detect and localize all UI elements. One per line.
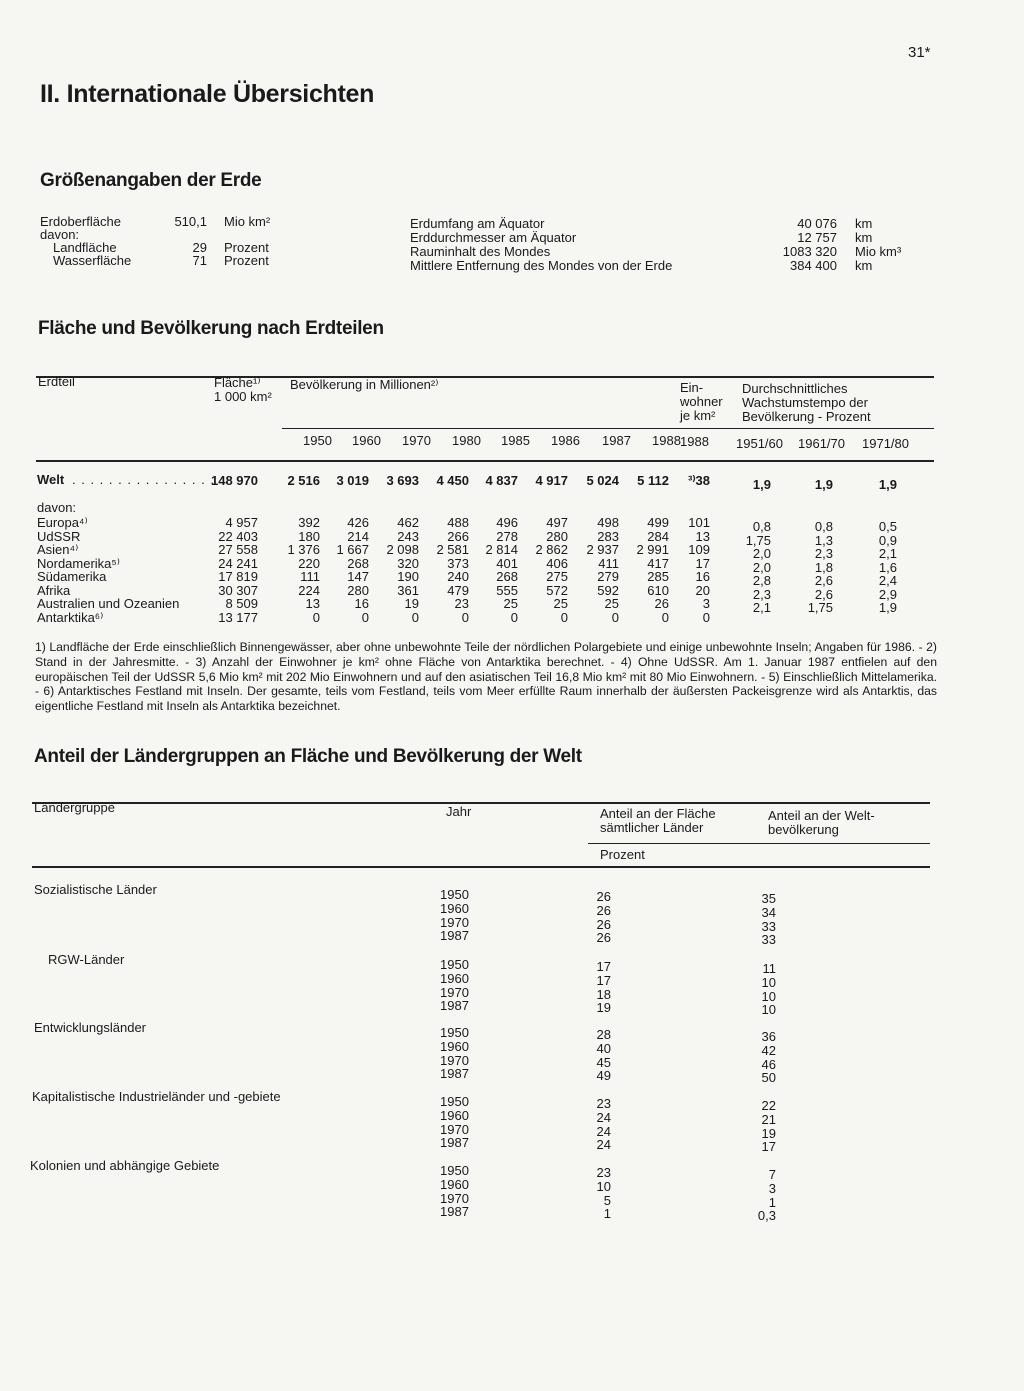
group-pop: 42 xyxy=(761,1042,776,1058)
earth-right-label: Erddurchmesser am Äquator xyxy=(410,230,577,245)
row-area: 27 558 xyxy=(218,542,258,557)
earth-left-label: Erdoberfläche xyxy=(40,214,121,229)
row-growth: 2,1 xyxy=(752,600,771,615)
row-pop: 25 xyxy=(604,596,619,611)
row-name: Antarktika⁶⁾ xyxy=(37,609,104,625)
row-area: 30 307 xyxy=(218,582,258,598)
group-pop: 36 xyxy=(761,1029,776,1044)
row-area: 4 957 xyxy=(225,515,258,530)
group-name: RGW-Länder xyxy=(48,952,125,967)
row-pop: 2 862 xyxy=(535,542,568,557)
row-pop: 2 991 xyxy=(636,542,669,557)
group-area: 17 xyxy=(596,972,611,988)
row-pop: 284 xyxy=(647,528,669,544)
row-growth: 2,6 xyxy=(814,573,833,588)
group-area: 26 xyxy=(596,902,611,918)
row-pop: 1 667 xyxy=(336,542,369,557)
group-pop: 35 xyxy=(761,891,776,906)
footnote: 1) Landfläche der Erde einschließlich Binnengewässer, aber ohne unbewohnte Teile der nördlichen Polargebiete und einige unbewohnte Inseln; Angaben für 1986. - 2) Stand in der Jahresmitte. - 3) Anzahl der Einwohner je km² ohne Fläche von Antarktika berechnet. - 4) Ohne UdSSR. Am 1. Januar 1987 entfielen auf den europäischen Teil der UdSSR 5,6 Mio km² mit 202 Mio Einwohnern und auf den asiatischen Teil 16,8 Mio km² mit 80 Mio Einwohnern. - 5) Einschließlich Mittelamerika. - 6) Antarktisches Festland mit Inseln. Der gesamte, teils vom Festland, teils vom Meer erfüllte Raum innerhalb der äußersten Packeisgrenze wird als Antarktis, das eigentliche Festland mit Inseln als Antarktika bezeichnet. xyxy=(35,640,937,714)
earth-right-unit: km xyxy=(855,216,873,231)
row-pop: 497 xyxy=(546,515,568,530)
group-pop: 10 xyxy=(761,988,776,1004)
group-area: 26 xyxy=(596,930,611,946)
header-flaeche-unit: 1 000 km² xyxy=(214,389,272,404)
header-bevoelkerung: Bevölkerung in Millionen²⁾ xyxy=(290,377,439,392)
row-growth: 0,8 xyxy=(814,519,833,534)
row-density: ³⁾38 xyxy=(688,473,710,488)
group-year: 1970 xyxy=(440,914,469,930)
row-pop: 401 xyxy=(496,555,518,571)
group-year: 1950 xyxy=(440,1025,469,1040)
earth-section-title: Größenangaben der Erde xyxy=(40,170,262,191)
period-header: 1971/80 xyxy=(862,436,909,451)
row-growth: 2,6 xyxy=(814,586,833,602)
group-pop: 3 xyxy=(768,1180,776,1196)
row-density: 17 xyxy=(695,555,710,571)
row-density: 16 xyxy=(695,569,710,584)
header-mid-rule xyxy=(282,428,934,429)
table-top-rule xyxy=(36,376,934,378)
row-density: 20 xyxy=(695,582,710,598)
period-header: 1961/70 xyxy=(798,436,845,451)
row-pop: 25 xyxy=(553,596,568,611)
row-pop: 426 xyxy=(347,515,369,530)
row-pop: 0 xyxy=(661,609,669,625)
row-area: 24 241 xyxy=(218,555,258,571)
group-year: 1970 xyxy=(440,984,469,1000)
row-pop: 411 xyxy=(598,555,619,571)
earth-left-unit: Mio km² xyxy=(224,214,271,229)
row-density: 3 xyxy=(702,596,710,611)
earth-left-unit: Prozent xyxy=(224,253,269,268)
group-pop: 33 xyxy=(761,918,776,934)
header-einwohner-2: wohner xyxy=(680,394,723,409)
row-density: 101 xyxy=(688,515,710,530)
header-einwohner-3: je km² xyxy=(680,408,716,423)
header-wachstum-3: Bevölkerung - Prozent xyxy=(742,409,871,424)
row-name: Südamerika xyxy=(37,569,107,584)
group-year: 1987 xyxy=(440,928,469,944)
group-year: 1960 xyxy=(440,1176,469,1192)
group-area: 45 xyxy=(596,1054,611,1070)
group-year: 1960 xyxy=(440,900,469,916)
header-erdteil: Erdteil xyxy=(38,374,75,389)
row-pop: 240 xyxy=(447,569,469,584)
earth-right-label: Erdumfang am Äquator xyxy=(410,216,545,231)
row-pop: 5 024 xyxy=(586,473,619,488)
group-area: 26 xyxy=(596,889,611,904)
row-pop: 279 xyxy=(597,569,619,584)
group-area: 23 xyxy=(596,1096,611,1111)
row-growth: 1,9 xyxy=(814,477,833,492)
row-name: Afrika xyxy=(37,582,71,598)
row-pop: 275 xyxy=(546,569,568,584)
row-growth: 1,3 xyxy=(814,532,833,548)
row-pop: 0 xyxy=(461,609,469,625)
groups-top-rule xyxy=(32,802,930,804)
row-growth: 2,8 xyxy=(752,573,771,588)
groups-header-year: Jahr xyxy=(446,804,472,819)
group-pop: 33 xyxy=(761,932,776,948)
group-year: 1950 xyxy=(440,1163,469,1178)
earth-right-value: 40 076 xyxy=(797,216,837,231)
group-year: 1987 xyxy=(440,998,469,1014)
group-area: 19 xyxy=(596,1000,611,1016)
earth-left-value: 29 xyxy=(192,240,207,255)
group-pop: 7 xyxy=(768,1167,776,1182)
group-pop: 50 xyxy=(761,1070,776,1086)
group-area: 26 xyxy=(596,916,611,932)
group-pop: 34 xyxy=(761,904,776,920)
groups-unit-rule xyxy=(588,843,930,844)
group-pop: 1 xyxy=(768,1194,776,1210)
group-pop: 17 xyxy=(761,1139,776,1155)
row-pop: 610 xyxy=(647,582,669,598)
row-pop: 180 xyxy=(298,528,320,544)
row-growth: 1,75 xyxy=(807,600,833,615)
year-header: 1985 xyxy=(501,433,530,448)
groups-header-bottom-rule xyxy=(32,866,930,868)
row-pop: 572 xyxy=(546,582,568,598)
row-name: Asien⁴⁾ xyxy=(37,542,79,557)
row-area: 8 509 xyxy=(225,596,258,611)
header-einwohner-1: Ein- xyxy=(680,380,704,395)
year-header: 1960 xyxy=(352,433,381,448)
row-pop: 190 xyxy=(397,569,419,584)
group-name: Kapitalistische Industrieländer und -gebiete xyxy=(32,1089,281,1104)
row-pop: 1 376 xyxy=(287,542,320,557)
groups-header-pop-1: Anteil an der Welt- xyxy=(768,808,875,823)
row-pop: 417 xyxy=(647,555,669,571)
row-pop: 16 xyxy=(354,596,369,611)
row-pop: 2 937 xyxy=(586,542,619,557)
row-name: Europa⁴⁾ xyxy=(37,515,88,530)
row-pop: 4 917 xyxy=(535,473,568,488)
row-pop: 2 516 xyxy=(287,473,320,488)
row-pop: 499 xyxy=(647,515,669,530)
group-area: 10 xyxy=(596,1178,611,1194)
group-area: 5 xyxy=(603,1192,611,1208)
row-pop: 498 xyxy=(597,515,619,530)
row-pop: 4 450 xyxy=(436,473,469,488)
group-year: 1950 xyxy=(440,957,469,972)
group-area: 23 xyxy=(596,1165,611,1180)
row-pop: 266 xyxy=(447,528,469,544)
groups-header-area-1: Anteil an der Fläche xyxy=(600,806,716,821)
group-pop: 10 xyxy=(761,1002,776,1018)
year-header: 1970 xyxy=(402,433,431,448)
earth-right-unit: km xyxy=(855,230,873,245)
row-density: 109 xyxy=(688,542,710,557)
group-pop: 0,3 xyxy=(757,1208,776,1224)
row-pop: 2 814 xyxy=(485,542,518,557)
row-pop: 13 xyxy=(305,596,320,611)
row-pop: 224 xyxy=(298,582,320,598)
row-pop: 214 xyxy=(347,528,369,544)
group-area: 17 xyxy=(596,959,611,974)
row-growth: 2,9 xyxy=(878,586,897,602)
davon-label: davon: xyxy=(37,500,77,515)
group-year: 1970 xyxy=(440,1052,469,1068)
row-pop: 220 xyxy=(298,555,320,571)
group-area: 1 xyxy=(603,1206,611,1222)
row-growth: 1,6 xyxy=(878,559,897,575)
row-pop: 0 xyxy=(510,609,518,625)
row-growth: 1,9 xyxy=(878,600,897,615)
row-density: 0 xyxy=(702,609,710,625)
group-pop: 21 xyxy=(761,1111,776,1127)
group-year: 1950 xyxy=(440,887,469,902)
row-pop: 0 xyxy=(560,609,568,625)
row-pop: 592 xyxy=(597,582,619,598)
earth-right-value: 12 757 xyxy=(797,230,837,245)
year-header: 1988 xyxy=(652,433,681,448)
group-year: 1987 xyxy=(440,1204,469,1220)
row-pop: 488 xyxy=(447,515,469,530)
chapter-title: II. Internationale Übersichten xyxy=(40,80,375,108)
row-pop: 555 xyxy=(496,582,518,598)
group-year: 1987 xyxy=(440,1135,469,1151)
row-growth: 1,9 xyxy=(878,477,897,492)
group-year: 1987 xyxy=(440,1066,469,1082)
row-growth: 0,9 xyxy=(878,532,897,548)
group-area: 24 xyxy=(596,1137,611,1153)
earth-left-label: davon: xyxy=(40,227,80,242)
year-header: 1986 xyxy=(551,433,580,448)
group-year: 1960 xyxy=(440,1107,469,1123)
row-pop: 25 xyxy=(503,596,518,611)
row-pop: 2 098 xyxy=(386,542,419,557)
group-pop: 11 xyxy=(762,961,776,976)
group-year: 1970 xyxy=(440,1190,469,1206)
earth-left-value: 71 xyxy=(192,253,207,268)
row-growth: 1,8 xyxy=(814,559,833,575)
group-pop: 19 xyxy=(761,1125,776,1141)
row-pop: 462 xyxy=(397,515,419,530)
group-area: 24 xyxy=(596,1123,611,1139)
groups-section-title: Anteil der Ländergruppen an Fläche und Bevölkerung der Welt xyxy=(34,746,582,767)
row-pop: 283 xyxy=(597,528,619,544)
earth-left-unit: Prozent xyxy=(224,240,269,255)
row-name-welt: Welt xyxy=(37,472,65,487)
group-year: 1960 xyxy=(440,970,469,986)
row-area: 13 177 xyxy=(218,609,258,625)
row-pop: 3 019 xyxy=(336,473,369,488)
earth-right-unit: km xyxy=(855,258,873,273)
row-area: 22 403 xyxy=(218,528,258,544)
row-area: 148 970 xyxy=(211,473,258,488)
row-pop: 280 xyxy=(347,582,369,598)
row-pop: 392 xyxy=(298,515,320,530)
row-pop: 2 581 xyxy=(436,542,469,557)
earth-right-value: 1083 320 xyxy=(782,244,837,259)
row-pop: 19 xyxy=(404,596,419,611)
row-name: Australien und Ozeanien xyxy=(37,596,180,611)
earth-right-value: 384 400 xyxy=(790,258,837,273)
period-header: 1951/60 xyxy=(736,436,783,451)
row-pop: 361 xyxy=(397,582,419,598)
group-area: 24 xyxy=(596,1109,611,1125)
group-area: 18 xyxy=(596,986,611,1002)
row-growth: 1,9 xyxy=(752,477,771,492)
group-pop: 46 xyxy=(761,1056,776,1072)
page-number: 31* xyxy=(908,44,931,61)
continents-section-title: Fläche und Bevölkerung nach Erdteilen xyxy=(38,318,384,339)
group-name: Sozialistische Länder xyxy=(34,882,157,897)
year-header: 1980 xyxy=(452,433,481,448)
groups-header-area-2: sämtlicher Länder xyxy=(600,820,704,835)
group-area: 40 xyxy=(596,1040,611,1056)
group-year: 1970 xyxy=(440,1121,469,1137)
group-area: 49 xyxy=(596,1068,611,1084)
year-header: 1987 xyxy=(602,433,631,448)
group-name: Kolonien und abhängige Gebiete xyxy=(30,1158,220,1173)
row-pop: 26 xyxy=(654,596,669,611)
row-pop: 243 xyxy=(397,528,419,544)
row-pop: 280 xyxy=(546,528,568,544)
row-area: 17 819 xyxy=(218,569,258,584)
row-pop: 268 xyxy=(496,569,518,584)
row-pop: 0 xyxy=(611,609,619,625)
groups-header-unit: Prozent xyxy=(600,847,645,862)
row-growth: 2,4 xyxy=(878,573,897,588)
row-pop: 3 693 xyxy=(386,473,419,488)
earth-left-label: Landfläche xyxy=(53,240,117,255)
row-growth: 2,1 xyxy=(878,546,897,561)
group-area: 28 xyxy=(596,1027,611,1042)
row-pop: 320 xyxy=(397,555,419,571)
row-pop: 278 xyxy=(496,528,518,544)
group-pop: 10 xyxy=(761,974,776,990)
year-header-einwohner: 1988 xyxy=(680,434,709,449)
row-pop: 373 xyxy=(447,555,469,571)
row-growth: 0,8 xyxy=(752,519,771,534)
header-wachstum-1: Durchschnittliches xyxy=(742,381,848,396)
earth-left-label: Wasserfläche xyxy=(53,253,132,268)
row-pop: 268 xyxy=(347,555,369,571)
group-name: Entwicklungsländer xyxy=(34,1020,147,1035)
groups-header-pop-2: bevölkerung xyxy=(768,822,839,837)
row-pop: 479 xyxy=(447,582,469,598)
row-growth: 2,0 xyxy=(752,559,771,575)
row-growth: 2,0 xyxy=(752,546,771,561)
group-year: 1950 xyxy=(440,1094,469,1109)
row-pop: 0 xyxy=(411,609,419,625)
row-growth: 0,5 xyxy=(878,519,897,534)
group-year: 1960 xyxy=(440,1038,469,1054)
row-pop: 147 xyxy=(347,569,369,584)
header-wachstum-2: Wachstumstempo der xyxy=(742,395,868,410)
row-pop: 5 112 xyxy=(637,473,669,488)
row-growth: 2,3 xyxy=(752,586,771,602)
row-pop: 496 xyxy=(496,515,518,530)
row-pop: 285 xyxy=(647,569,669,584)
row-growth: 1,75 xyxy=(745,532,771,548)
header-bottom-rule xyxy=(36,460,934,462)
row-pop: 0 xyxy=(312,609,320,625)
row-density: 13 xyxy=(695,528,710,544)
group-pop: 22 xyxy=(761,1098,776,1113)
earth-right-label: Mittlere Entfernung des Mondes von der Erde xyxy=(410,258,673,273)
row-pop: 406 xyxy=(546,555,568,571)
earth-right-unit: Mio km³ xyxy=(855,244,902,259)
row-pop: 23 xyxy=(454,596,469,611)
header-flaeche: Fläche¹⁾ xyxy=(214,375,261,390)
row-pop: 111 xyxy=(300,569,320,584)
row-name: UdSSR xyxy=(37,528,81,544)
groups-header-group: Ländergruppe xyxy=(34,800,115,815)
earth-left-value: 510,1 xyxy=(174,214,207,229)
row-name: Nordamerika⁵⁾ xyxy=(37,555,120,571)
row-growth: 2,3 xyxy=(814,546,833,561)
year-header: 1950 xyxy=(303,433,332,448)
row-pop: 0 xyxy=(361,609,369,625)
row-pop: 4 837 xyxy=(485,473,518,488)
earth-right-label: Rauminhalt des Mondes xyxy=(410,244,551,259)
leader-dots: . . . . . . . . . . . . . . . . xyxy=(72,472,215,487)
